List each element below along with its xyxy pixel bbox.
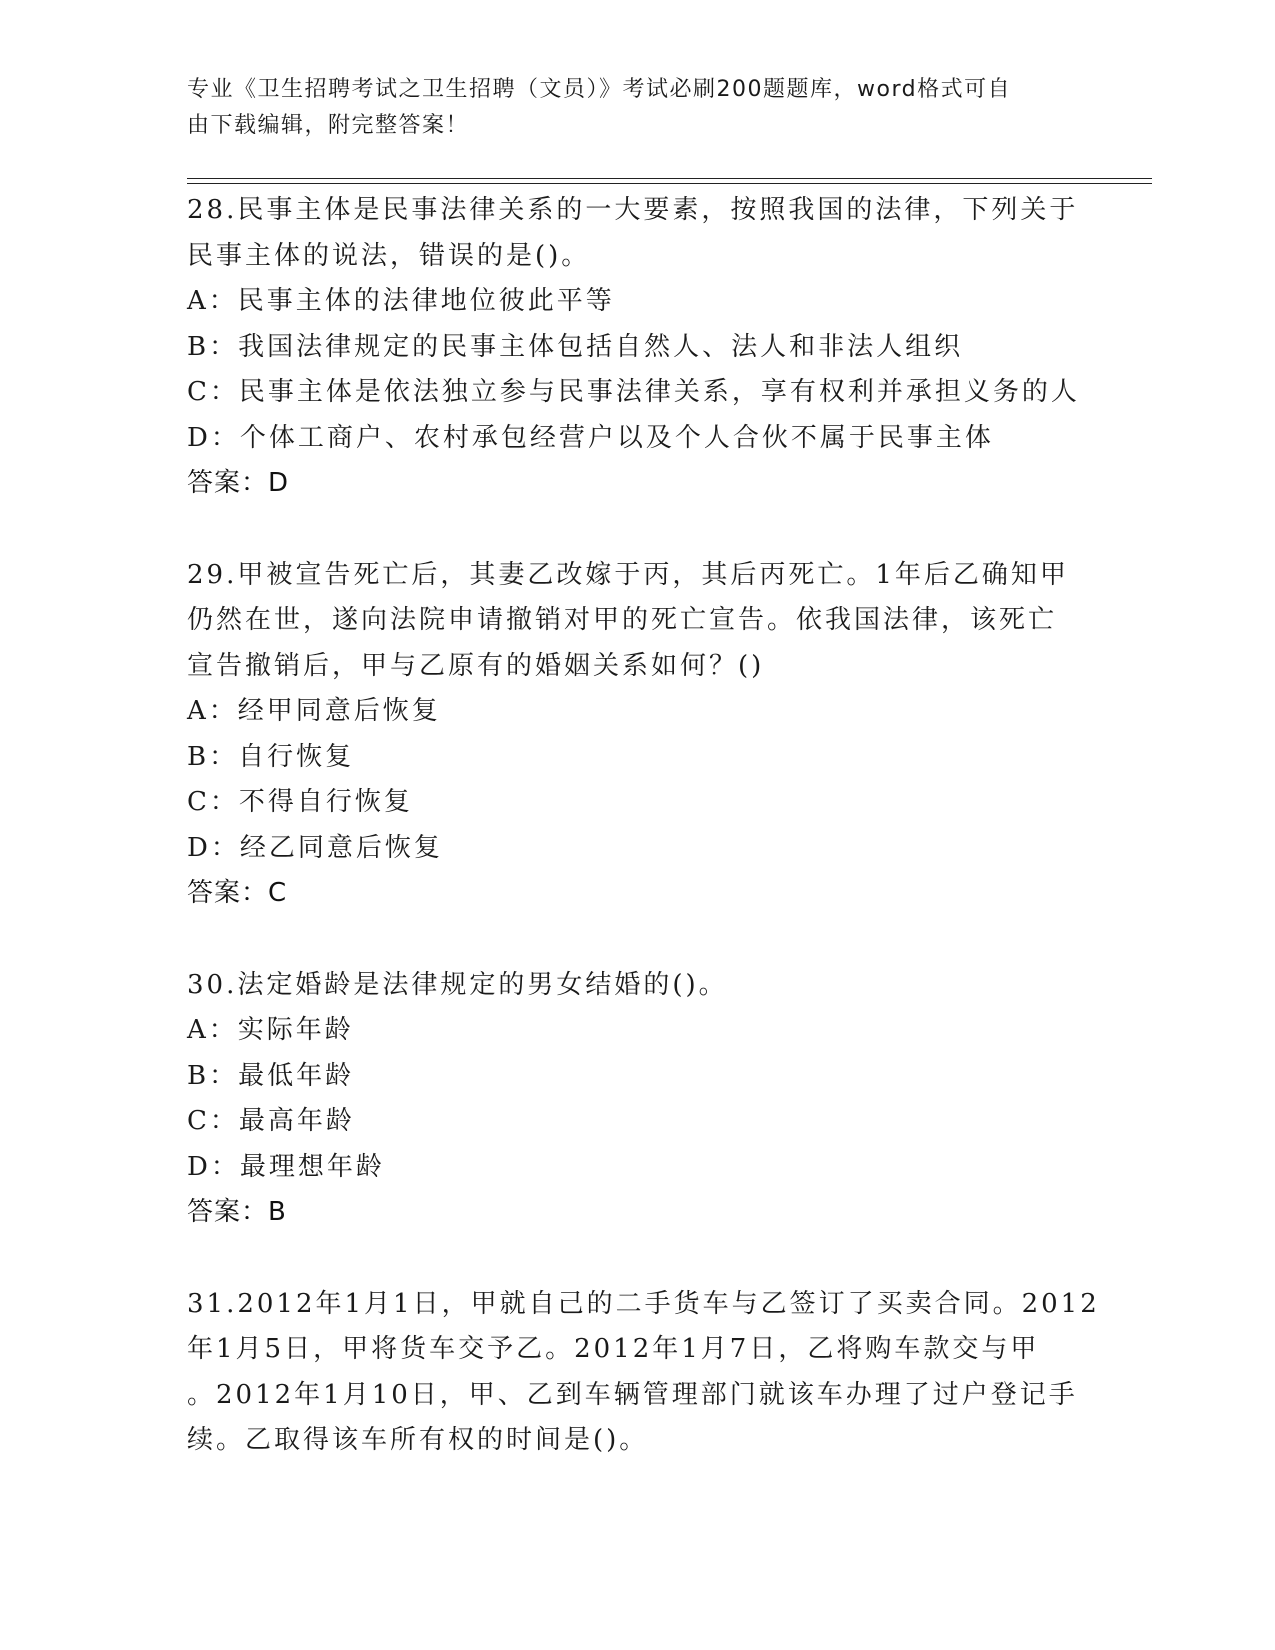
option-d: D：最理想年龄 [187, 1151, 385, 1182]
question-text-line: 31.2012年1月1日，甲就自己的二手货车与乙签订了买卖合同。2012 [187, 1288, 1100, 1319]
answer-line: 答案：C [187, 878, 288, 908]
question-29 [187, 553, 1087, 917]
question-28 [187, 188, 1087, 507]
question-spacer [187, 1236, 1087, 1282]
question-list [187, 188, 1100, 1464]
question-text-line: 29.甲被宣告死亡后，其妻乙改嫁于丙，其后丙死亡。1年后乙确知甲 [187, 559, 1069, 590]
option-c: C：不得自行恢复 [187, 787, 413, 817]
option-b: B：我国法律规定的民事主体包括自然人、法人和非法人组织 [187, 331, 964, 362]
question-text-line: 28.民事主体是民事法律关系的一大要素，按照我国的法律，下列关于 [187, 195, 1079, 225]
question-text-line: 宣告撤销后，甲与乙原有的婚姻关系如何？() [187, 650, 765, 681]
option-b: B：最低年龄 [187, 1060, 355, 1091]
header-line-2: 由下载编辑，附完整答案！ [187, 113, 470, 138]
option-a: A：实际年龄 [187, 1015, 354, 1045]
question-text-line: 仍然在世，遂向法院申请撤销对甲的死亡宣告。依我国法律，该死亡 [187, 605, 1058, 635]
option-b: B：自行恢复 [187, 741, 355, 772]
header-divider [187, 178, 1152, 184]
option-c: C：最高年龄 [187, 1106, 355, 1136]
answer-line: 答案：D [187, 468, 290, 498]
header-line-1: 专业《卫生招聘考试之卫生招聘（文员）》考试必刷200题题库，word格式可自 [187, 77, 1012, 102]
option-a: A：民事主体的法律地位彼此平等 [187, 286, 615, 316]
question-text-line: 。2012年1月10日，甲、乙到车辆管理部门就该车办理了过户登记手 [187, 1379, 1078, 1410]
question-text-line: 30.法定婚龄是法律规定的男女结婚的()。 [187, 969, 728, 1000]
option-d: D：经乙同意后恢复 [187, 832, 443, 863]
question-30 [187, 963, 1087, 1236]
question-text-line: 年1月5日，甲将货车交予乙。2012年1月7日，乙将购车款交与甲 [187, 1334, 1040, 1364]
option-c: C：民事主体是依法独立参与民事法律关系，享有权利并承担义务的人 [187, 377, 1080, 407]
question-text-line: 民事主体的说法，错误的是()。 [187, 240, 591, 271]
option-a: A：经甲同意后恢复 [187, 696, 441, 726]
question-31 [187, 1282, 1100, 1464]
question-text-line: 续。乙取得该车所有权的时间是()。 [187, 1425, 649, 1455]
answer-line: 答案：B [187, 1197, 287, 1227]
question-spacer [187, 507, 1087, 553]
document-header [187, 72, 1067, 144]
question-spacer [187, 917, 1087, 963]
option-d: D：个体工商户、农村承包经营户以及个人合伙不属于民事主体 [187, 422, 994, 453]
